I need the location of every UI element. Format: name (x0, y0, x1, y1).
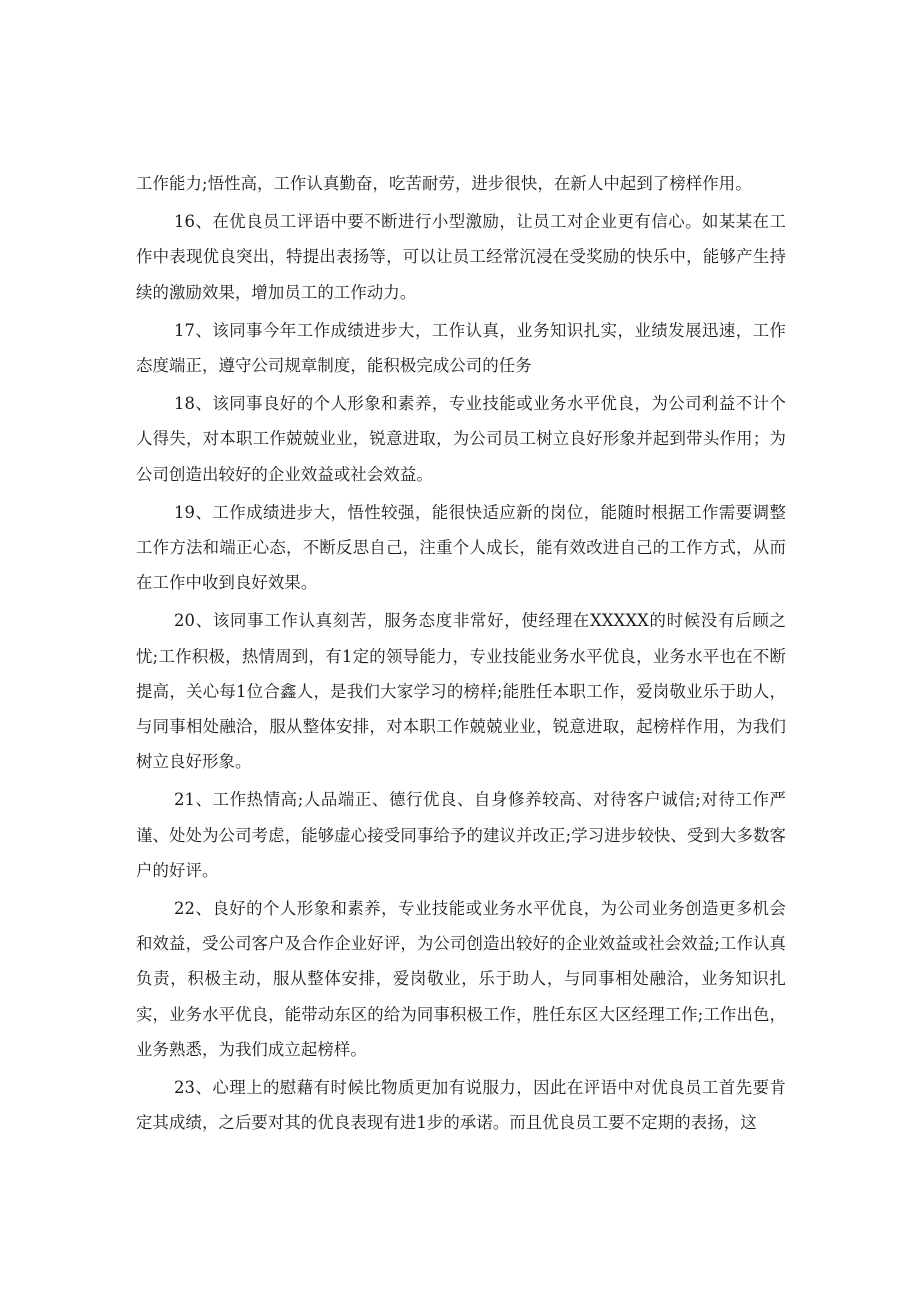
paragraph-22: 22、良好的个人形象和素养，专业技能或业务水平优良，为公司业务创造更多机会和效益，受公司客户及合作企业好评，为公司创造出较好的企业效益或社会效益;工作认真负责，积极主动，服从整体安排，爱岗敬业，乐于助人，与同事相处融洽，业务知识扎实，业务水平优良，能带动东区的给为同事积极工作，胜任东区大区经理工作;工作出色，业务熟悉，为我们成立起榜样。 (136, 899, 786, 1059)
paragraph-21: 21、工作热情高;人品端正、德行优良、自身修养较高、对待客户诚信;对待工作严谨、处处为公司考虑，能够虚心接受同事给予的建议并改正;学习进步较快、受到大多数客户的好评。 (136, 790, 786, 880)
paragraph-20: 20、该同事工作认真刻苦，服务态度非常好，使经理在XXXXX的时候没有后顾之忧;工作积极，热情周到，有1定的领导能力，专业技能业务水平优良，业务水平也在不断提高，关心每1位合鑫人，是我们大家学习的榜样;能胜任本职工作，爱岗敬业乐于助人，与同事相处融洽，服从整体安排，对本职工作兢兢业业，锐意进取，起榜样作用，为我们树立良好形象。 (136, 611, 786, 772)
document-page (136, 166, 786, 1140)
paragraph-18: 18、该同事良好的个人形象和素养，专业技能或业务水平优良，为公司利益不计个人得失，对本职工作兢兢业业，锐意进取，为公司员工树立良好形象并起到带头作用；为公司创造出较好的企业效益或社会效益。 (136, 394, 786, 484)
paragraph-16: 16、在优良员工评语中要不断进行小型激励，让员工对企业更有信心。如某某在工作中表现优良突出，特提出表扬等，可以让员工经常沉浸在受奖励的快乐中，能够产生持续的激励效果，增加员工的工作动力。 (136, 212, 786, 302)
paragraph-23: 23、心理上的慰藉有时候比物质更加有说服力，因此在评语中对优良员工首先要肯定其成绩，之后要对其的优良表现有进1步的承诺。而且优良员工要不定期的表扬，这 (136, 1078, 786, 1133)
paragraph-17: 17、该同事今年工作成绩进步大，工作认真，业务知识扎实，业绩发展迅速，工作态度端正，遵守公司规章制度，能积极完成公司的任务 (136, 320, 786, 376)
paragraph-continuation: 工作能力;悟性高，工作认真勤奋，吃苦耐劳，进步很快，在新人中起到了榜样作用。 (136, 174, 752, 193)
paragraph-19: 19、工作成绩进步大，悟性较强，能很快适应新的岗位，能随时根据工作需要调整工作方法和端正心态，不断反思自己，注重个人成长，能有效改进自己的工作方式，从而在工作中收到良好效果。 (136, 502, 786, 593)
